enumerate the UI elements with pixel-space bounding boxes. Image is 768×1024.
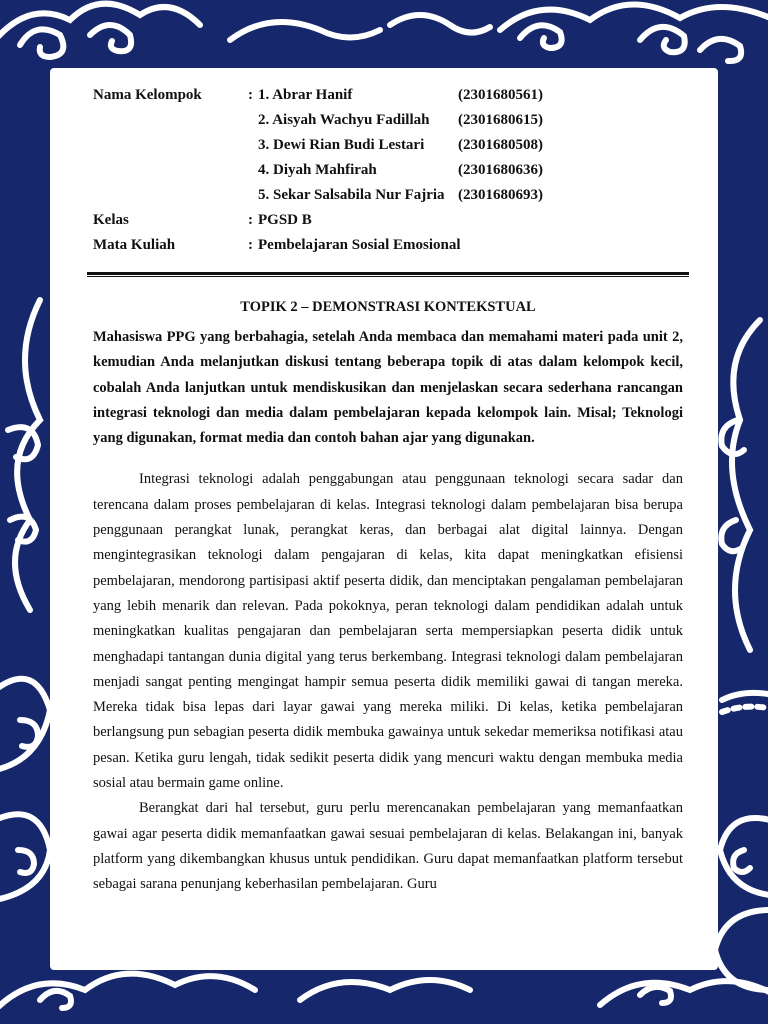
document-content [93, 86, 683, 898]
member-3-fullname: Dewi Rian Budi Lestari [273, 137, 425, 153]
member-1-number: 1. [258, 87, 270, 103]
class-row [93, 211, 683, 236]
member-5-name [258, 186, 445, 204]
body-paragraph-1: Integrasi teknologi adalah penggabungan atau penggunaan teknologi secara sadar dan terencana dalam proses pembelajaran di kelas. Integrasi teknologi dalam pembelajaran bisa berupa penggunaan perangkat lunak, perangkat keras, dan berbagai alat digital lainnya. Dengan mengintegrasikan teknologi dalam pengajaran di kelas, kita dapat meningkatkan efisiensi pembelajaran, mendorong partisipasi aktif peserta didik, dan menciptakan pengalaman pembelajaran yang lebih menarik dan relevan. Pada pokoknya, peran teknologi dalam pendidikan adalah untuk meningkatkan kualitas pengajaran dan pembelajaran serta mempersiapkan peserta didik untuk menghadapi tantangan dunia digital yang terus berkembang. Integrasi teknologi dalam pembelajaran menjadi sangat penting mengingat hampir semua peserta didik memiliki gawai di tangan mereka. Mereka tidak bisa lepas dari layar gawai yang mereka miliki. Di kelas, ketika pembelajaran berlangsung pun sebagian peserta didik membuka gawainya untuk sekedar memeriksa notifikasi atau pesan. Ketika guru lengah, tidak sedikit peserta didik yang mencuri waktu dengan membuka media sosial atau bermain game online. [93, 471, 683, 792]
member-3-nim: (2301680508) [458, 137, 543, 153]
member-row [93, 186, 683, 211]
body-text [93, 467, 683, 897]
member-4-name [258, 161, 377, 179]
member-5-fullname: Sekar Salsabila Nur Fajria [273, 187, 445, 203]
group-colon: : [248, 87, 253, 103]
document-page [50, 68, 718, 970]
course-row [93, 236, 683, 261]
cloud-ornament-bottom-left [0, 679, 50, 770]
member-2-number: 2. [258, 112, 270, 128]
member-5-nim: (2301680693) [458, 187, 543, 203]
course-label: Mata Kuliah [93, 237, 176, 253]
member-5-number: 5. [258, 187, 270, 203]
task-prompt: Mahasiswa PPG yang berbahagia, setelah Anda membaca dan memahami materi pada unit 2, kemudian Anda melanjutkan diskusi tentang beberapa topik di atas dalam kelompok kecil, cobalah Anda lanjutkan untuk mendiskusikan dan menjelaskan secara sederhana rancangan integrasi teknologi dan media dalam pembelajaran kepada kelompok lain. Misal; Teknologi yang digunakan, format media dan contoh bahan ajar yang digunakan. [93, 329, 683, 447]
class-colon: : [248, 212, 253, 228]
cloud-ornament-bottom [0, 974, 255, 1010]
member-row [93, 111, 683, 136]
member-1-nim: (2301680561) [458, 87, 543, 103]
member-4-number: 4. [258, 162, 270, 178]
member-4-fullname: Diyah Mahfirah [273, 162, 377, 178]
body-paragraph-2: Berangkat dari hal tersebut, guru perlu merencanakan pembelajaran yang memanfaatkan gawai agar peserta didik memanfaatkan gawai sesuai pembelajaran di kelas. Belakangan ini, banyak platform yang dikembangkan khusus untuk pendidikan. Guru dapat memanfaatkan platform tersebut sebagai sarana penunjang keberhasilan pembelajaran. Guru [93, 800, 683, 893]
page-title: TOPIK 2 – DEMONSTRASI KONTEKSTUAL [240, 299, 536, 315]
member-4-nim: (2301680636) [458, 162, 543, 178]
member-2-name [258, 111, 429, 129]
course-colon: : [248, 237, 253, 253]
member-1-name [258, 86, 352, 104]
member-row [93, 136, 683, 161]
member-2-nim: (2301680615) [458, 112, 543, 128]
header-divider [87, 272, 689, 277]
class-label: Kelas [93, 212, 129, 228]
member-3-name [258, 136, 424, 154]
member-1-fullname: Abrar Hanif [272, 87, 353, 103]
member-row [93, 161, 683, 186]
group-name-row [93, 86, 683, 111]
course-value: Pembelajaran Sosial Emosional [258, 237, 461, 253]
group-info-header [93, 86, 683, 261]
member-3-number: 3. [258, 137, 270, 153]
member-2-fullname: Aisyah Wachyu Fadillah [272, 112, 430, 128]
class-value: PGSD B [258, 212, 312, 228]
group-label: Nama Kelompok [93, 87, 202, 103]
cloud-ornament-right [732, 320, 760, 650]
